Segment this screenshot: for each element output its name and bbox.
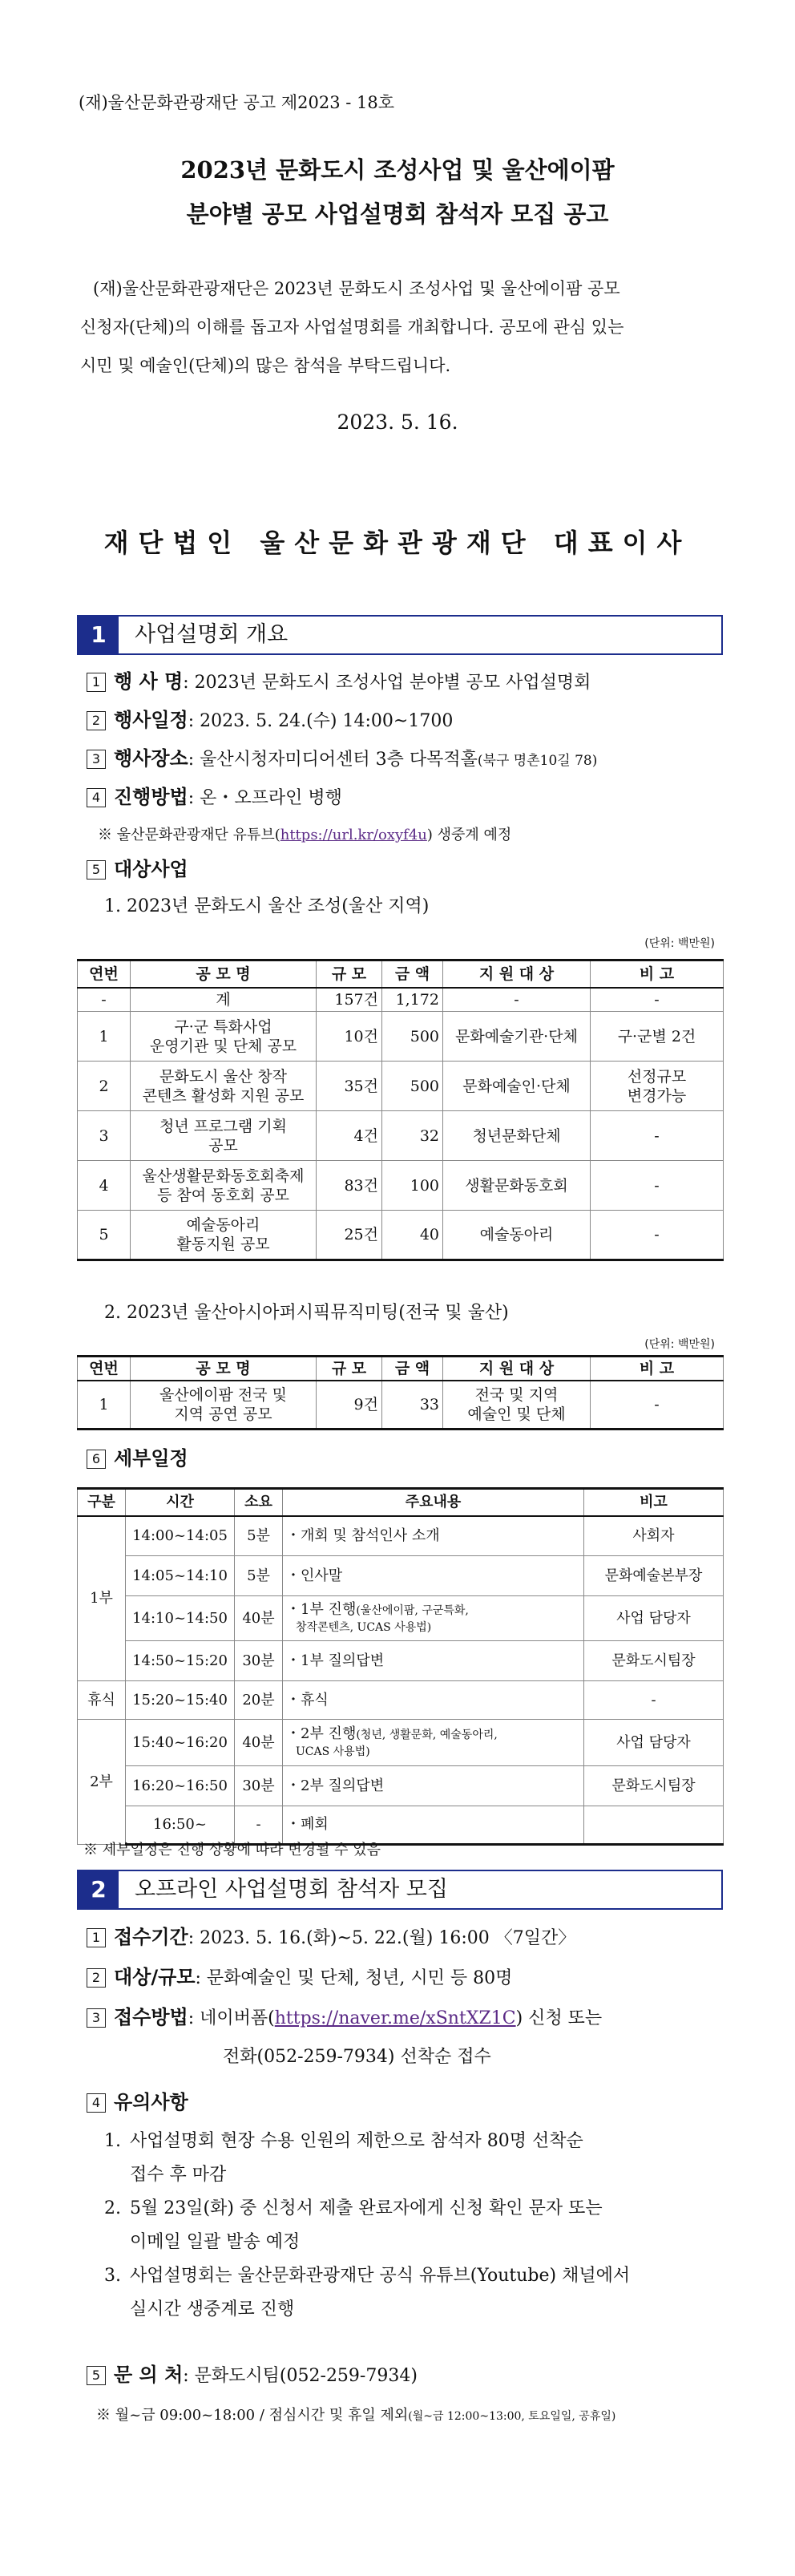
list-text: 사업설명회는 울산문화관광재단 공식 유튜브(Youtube) 채널에서 — [130, 2266, 631, 2286]
cell: - — [591, 988, 724, 1012]
cell: ・1부 질의답변 — [283, 1641, 584, 1681]
content-text: ・1부 진행 — [286, 1600, 357, 1618]
item-event-venue — [87, 746, 597, 774]
item-event-name — [87, 669, 591, 696]
cell: 생활문화동호회 — [443, 1161, 591, 1211]
phone-registration: 전화(052-259-7934) 선착순 접수 — [223, 2047, 491, 2067]
cell: 10건 — [317, 1012, 382, 1062]
col-header: 규 모 — [317, 960, 382, 988]
item-key: 접수방법 — [114, 2006, 188, 2028]
table-row — [78, 1720, 724, 1766]
cell: 157건 — [317, 988, 382, 1012]
subheading-2: 2. 2023년 울산아시아퍼시픽뮤직미팅(전국 및 울산) — [104, 1303, 509, 1323]
table-row — [78, 1111, 724, 1161]
item-number-box: 3 — [87, 2008, 106, 2028]
item-registration-period — [87, 1924, 575, 1951]
subheading-1: 1. 2023년 문화도시 울산 조성(울산 지역) — [104, 896, 430, 916]
list-text: 사업설명회 현장 수용 인원의 제한으로 참석자 80명 선착순 — [130, 2131, 583, 2151]
cell: 5 — [78, 1211, 131, 1260]
item-registration-method — [87, 2004, 602, 2032]
cell: 40분 — [235, 1720, 283, 1766]
cell: 사업 담당자 — [584, 1720, 724, 1766]
col-header: 비 고 — [591, 960, 724, 988]
cell: - — [443, 988, 591, 1012]
item-number-box: 4 — [87, 788, 106, 807]
item-key: 행 사 명 — [114, 670, 184, 693]
cell: 83건 — [317, 1161, 382, 1211]
list-text: 접수 후 마감 — [130, 2165, 227, 2185]
list-number: 2. — [104, 2198, 121, 2218]
cell: 사업 담당자 — [584, 1596, 724, 1641]
notice-number: (재)울산문화관광재단 공고 제2023 - 18호 — [79, 93, 395, 112]
item-value: : 울산시청자미디어센터 3층 다목적홀 — [188, 750, 478, 770]
cell — [283, 1720, 584, 1766]
notice-date: 2023. 5. 16. — [337, 410, 458, 434]
section-2-number: 2 — [79, 1871, 119, 1908]
section-2-title: 오프라인 사업설명회 참석자 모집 — [135, 1877, 448, 1902]
item-number-box: 5 — [87, 860, 106, 880]
col-header: 금 액 — [382, 1357, 443, 1381]
item-number-box: 1 — [87, 1928, 106, 1947]
cell: 문화예술기관·단체 — [443, 1012, 591, 1062]
item-value: : 문화도시팀(052-259-7934) — [183, 2366, 418, 2386]
col-header: 비 고 — [591, 1357, 724, 1381]
youtube-note-suffix: ) 생중계 예정 — [426, 827, 512, 843]
cell: ・인사말 — [283, 1556, 584, 1596]
cell: 예술동아리 — [443, 1211, 591, 1260]
list-text: 이메일 일괄 발송 예정 — [130, 2232, 301, 2252]
item-number-box: 2 — [87, 1968, 106, 1988]
table-row — [78, 1381, 724, 1429]
item-key: 세부일정 — [114, 1447, 188, 1470]
cell: 전국 및 지역 예술인 및 단체 — [443, 1381, 591, 1429]
cell: 1 — [78, 1381, 131, 1429]
item-contact — [87, 2362, 418, 2389]
cell: - — [591, 1111, 724, 1161]
item-key: 대상사업 — [114, 858, 188, 880]
item-number-box: 4 — [87, 2093, 106, 2113]
intro-paragraph — [80, 269, 721, 385]
cell: 청년문화단체 — [443, 1111, 591, 1161]
cell: 40 — [382, 1211, 443, 1260]
cell: - — [235, 1806, 283, 1845]
caution-list — [104, 2125, 713, 2327]
col-header: 연번 — [78, 1357, 131, 1381]
part-label: 1부 — [78, 1516, 126, 1681]
cell: - — [591, 1211, 724, 1260]
intro-line-1: (재)울산문화관광재단은 2023년 문화도시 조성사업 및 울산에이팜 공모 — [93, 279, 620, 298]
item-event-schedule — [87, 707, 453, 734]
item-key: 행사일정 — [114, 709, 188, 731]
cell: 계 — [131, 988, 317, 1012]
cell: 14:10~14:50 — [126, 1596, 235, 1641]
cell: 33 — [382, 1381, 443, 1429]
table-row — [78, 1211, 724, 1260]
item-key: 유의사항 — [114, 2091, 188, 2113]
cell: 구·군별 2건 — [591, 1012, 724, 1062]
intro-line-3: 시민 및 예술인(단체)의 많은 참석을 부탁드립니다. — [80, 356, 451, 375]
section-2-header — [77, 1870, 723, 1910]
col-header: 금 액 — [382, 960, 443, 988]
section-1-number: 1 — [79, 617, 119, 653]
cell: 30분 — [235, 1766, 283, 1806]
table-row — [78, 1641, 724, 1681]
col-header: 시간 — [126, 1489, 235, 1516]
schedule-table — [77, 1487, 724, 1846]
cell: 16:50~ — [126, 1806, 235, 1845]
section-1-title: 사업설명회 개요 — [135, 622, 289, 647]
cell: 14:50~15:20 — [126, 1641, 235, 1681]
col-header: 연번 — [78, 960, 131, 988]
cell: - — [591, 1381, 724, 1429]
unit-label-2: (단위: 백만원) — [644, 1338, 715, 1351]
item-key: 진행방법 — [114, 786, 188, 808]
item-number-box: 5 — [87, 2366, 106, 2385]
cell: 2 — [78, 1062, 131, 1111]
col-header: 주요내용 — [283, 1489, 584, 1516]
table-row — [78, 1012, 724, 1062]
programs-table-2 — [77, 1355, 724, 1430]
item-key: 접수기간 — [114, 1926, 188, 1948]
cell: 1,172 — [382, 988, 443, 1012]
item-value: : 온・오프라인 병행 — [188, 788, 342, 808]
list-item — [104, 2125, 713, 2192]
youtube-link[interactable]: https://url.kr/oxyf4u — [280, 827, 427, 843]
item-key: 문 의 처 — [114, 2364, 184, 2386]
cell: - — [591, 1161, 724, 1211]
cell: 4 — [78, 1161, 131, 1211]
col-header: 지 원 대 상 — [443, 1357, 591, 1381]
cell: 5분 — [235, 1516, 283, 1556]
hours-note-text: ※ 월~금 09:00~18:00 / 점심시간 및 휴일 제외 — [96, 2407, 409, 2424]
intro-line-2: 신청자(단체)의 이해를 돕고자 사업설명회를 개최합니다. 공모에 관심 있는 — [80, 317, 624, 337]
cell: 500 — [382, 1012, 443, 1062]
naver-form-link[interactable]: https://naver.me/xSntXZ1C — [274, 2008, 516, 2028]
item-cautions — [87, 2089, 188, 2117]
youtube-note — [98, 823, 511, 844]
cell: 4건 — [317, 1111, 382, 1161]
cell: 30분 — [235, 1641, 283, 1681]
cell: 15:40~16:20 — [126, 1720, 235, 1766]
table-row — [78, 1596, 724, 1641]
table-row — [78, 1766, 724, 1806]
cell: 25건 — [317, 1211, 382, 1260]
schedule-note: ※ 세부일정은 진행 상황에 따라 변경될 수 있음 — [83, 1842, 381, 1858]
part-label: 2부 — [78, 1720, 126, 1845]
item-target-size — [87, 1964, 512, 1992]
hours-note-detail: (월~금 12:00~13:00, 토요일일, 공휴일) — [408, 2410, 616, 2423]
section-1-header — [77, 615, 723, 655]
list-number: 3. — [104, 2266, 121, 2286]
item-value: : 2023. 5. 16.(화)~5. 22.(월) 16:00 〈7일간〉 — [188, 1928, 576, 1948]
list-item — [104, 2259, 713, 2327]
table-header-row — [78, 1357, 724, 1381]
office-hours-note — [96, 2404, 615, 2424]
item-method — [87, 784, 342, 811]
cell: 사회자 — [584, 1516, 724, 1556]
item-key: 행사장소 — [114, 747, 188, 770]
item-detailed-schedule — [87, 1446, 188, 1473]
col-header: 비고 — [584, 1489, 724, 1516]
cell: - — [584, 1681, 724, 1720]
youtube-note-prefix: ※ 울산문화관광재단 유튜브( — [98, 827, 280, 843]
list-text: 5월 23일(화) 중 신청서 제출 완료자에게 신청 확인 문자 또는 — [130, 2198, 603, 2218]
cell: 문화도시팀장 — [584, 1641, 724, 1681]
list-text: 실시간 생중계로 진행 — [130, 2299, 295, 2319]
cell: 9건 — [317, 1381, 382, 1429]
title-line-2: 분야별 공모 사업설명회 참석자 모집 공고 — [186, 200, 609, 228]
item-value: : 2023년 문화도시 조성사업 분야별 공모 사업설명회 — [183, 673, 591, 693]
cell: 40분 — [235, 1596, 283, 1641]
cell: ・폐회 — [283, 1806, 584, 1845]
cell — [584, 1806, 724, 1845]
cell: ・개회 및 참석인사 소개 — [283, 1516, 584, 1556]
cell: 문화도시 울산 창작 콘텐츠 활성화 지원 공모 — [131, 1062, 317, 1111]
cell: 3 — [78, 1111, 131, 1161]
table-header-row — [78, 960, 724, 988]
cell: 울산에이팜 전국 및 지역 공연 공모 — [131, 1381, 317, 1429]
item-value: : 문화예술인 및 단체, 청년, 시민 등 80명 — [195, 1968, 513, 1988]
col-header: 구분 — [78, 1489, 126, 1516]
item-value: ) 신청 또는 — [515, 2008, 603, 2028]
list-item — [104, 2192, 713, 2259]
content-detail: (청년, 생활문화, 예술동아리, — [356, 1728, 498, 1741]
title-line-1: 2023년 문화도시 조성사업 및 울산에이팜 — [180, 156, 615, 184]
col-header: 규 모 — [317, 1357, 382, 1381]
cell — [283, 1596, 584, 1641]
item-value: : 2023. 5. 24.(수) 14:00~1700 — [188, 711, 454, 731]
cell: 1 — [78, 1012, 131, 1062]
item-venue-address: (북구 명촌10길 78) — [477, 753, 598, 769]
item-number-box: 3 — [87, 750, 106, 769]
cell: 문화예술인·단체 — [443, 1062, 591, 1111]
col-header: 소요 — [235, 1489, 283, 1516]
unit-label-1: (단위: 백만원) — [644, 937, 715, 950]
col-header: 지 원 대 상 — [443, 960, 591, 988]
table-row — [78, 1681, 724, 1720]
cell: 울산생활문화동호회축제 등 참여 동호회 공모 — [131, 1161, 317, 1211]
cell: 14:00~14:05 — [126, 1516, 235, 1556]
content-detail: UCAS 사용법) — [296, 1745, 370, 1758]
content-text: ・2부 진행 — [286, 1725, 357, 1742]
part-label: 휴식 — [78, 1681, 126, 1720]
cell: ・2부 질의답변 — [283, 1766, 584, 1806]
cell: - — [78, 988, 131, 1012]
table-row — [78, 1556, 724, 1596]
item-number-box: 6 — [87, 1450, 106, 1469]
table-row — [78, 1161, 724, 1211]
programs-table-1 — [77, 959, 724, 1261]
content-detail: (울산에이팜, 구군특화, — [356, 1603, 469, 1617]
list-number: 1. — [104, 2131, 121, 2151]
item-number-box: 2 — [87, 711, 106, 730]
cell: 문화도시팀장 — [584, 1766, 724, 1806]
cell: 15:20~15:40 — [126, 1681, 235, 1720]
table-header-row — [78, 1489, 724, 1516]
cell: 100 — [382, 1161, 443, 1211]
col-header: 공 모 명 — [131, 960, 317, 988]
cell: 32 — [382, 1111, 443, 1161]
cell: 16:20~16:50 — [126, 1766, 235, 1806]
table-row — [78, 1062, 724, 1111]
cell: 500 — [382, 1062, 443, 1111]
cell: 14:05~14:10 — [126, 1556, 235, 1596]
cell: ・휴식 — [283, 1681, 584, 1720]
cell: 35건 — [317, 1062, 382, 1111]
cell: 선정규모 변경가능 — [591, 1062, 724, 1111]
item-key: 대상/규모 — [114, 1966, 196, 1988]
item-value: : 네이버폼( — [188, 2008, 275, 2028]
table-row — [78, 1516, 724, 1556]
cell: 구·군 특화사업 운영기관 및 단체 공모 — [131, 1012, 317, 1062]
cell: 청년 프로그램 기획 공모 — [131, 1111, 317, 1161]
cell: 20분 — [235, 1681, 283, 1720]
table-row — [78, 988, 724, 1012]
cell: 문화예술본부장 — [584, 1556, 724, 1596]
item-number-box: 1 — [87, 673, 106, 692]
item-target-programs — [87, 856, 188, 884]
col-header: 공 모 명 — [131, 1357, 317, 1381]
organization-signature: 재단법인 울산문화관광재단 대표이사 — [103, 528, 692, 558]
content-detail: 창작콘텐츠, UCAS 사용법) — [296, 1620, 432, 1634]
cell: 예술동아리 활동지원 공모 — [131, 1211, 317, 1260]
cell: 5분 — [235, 1556, 283, 1596]
